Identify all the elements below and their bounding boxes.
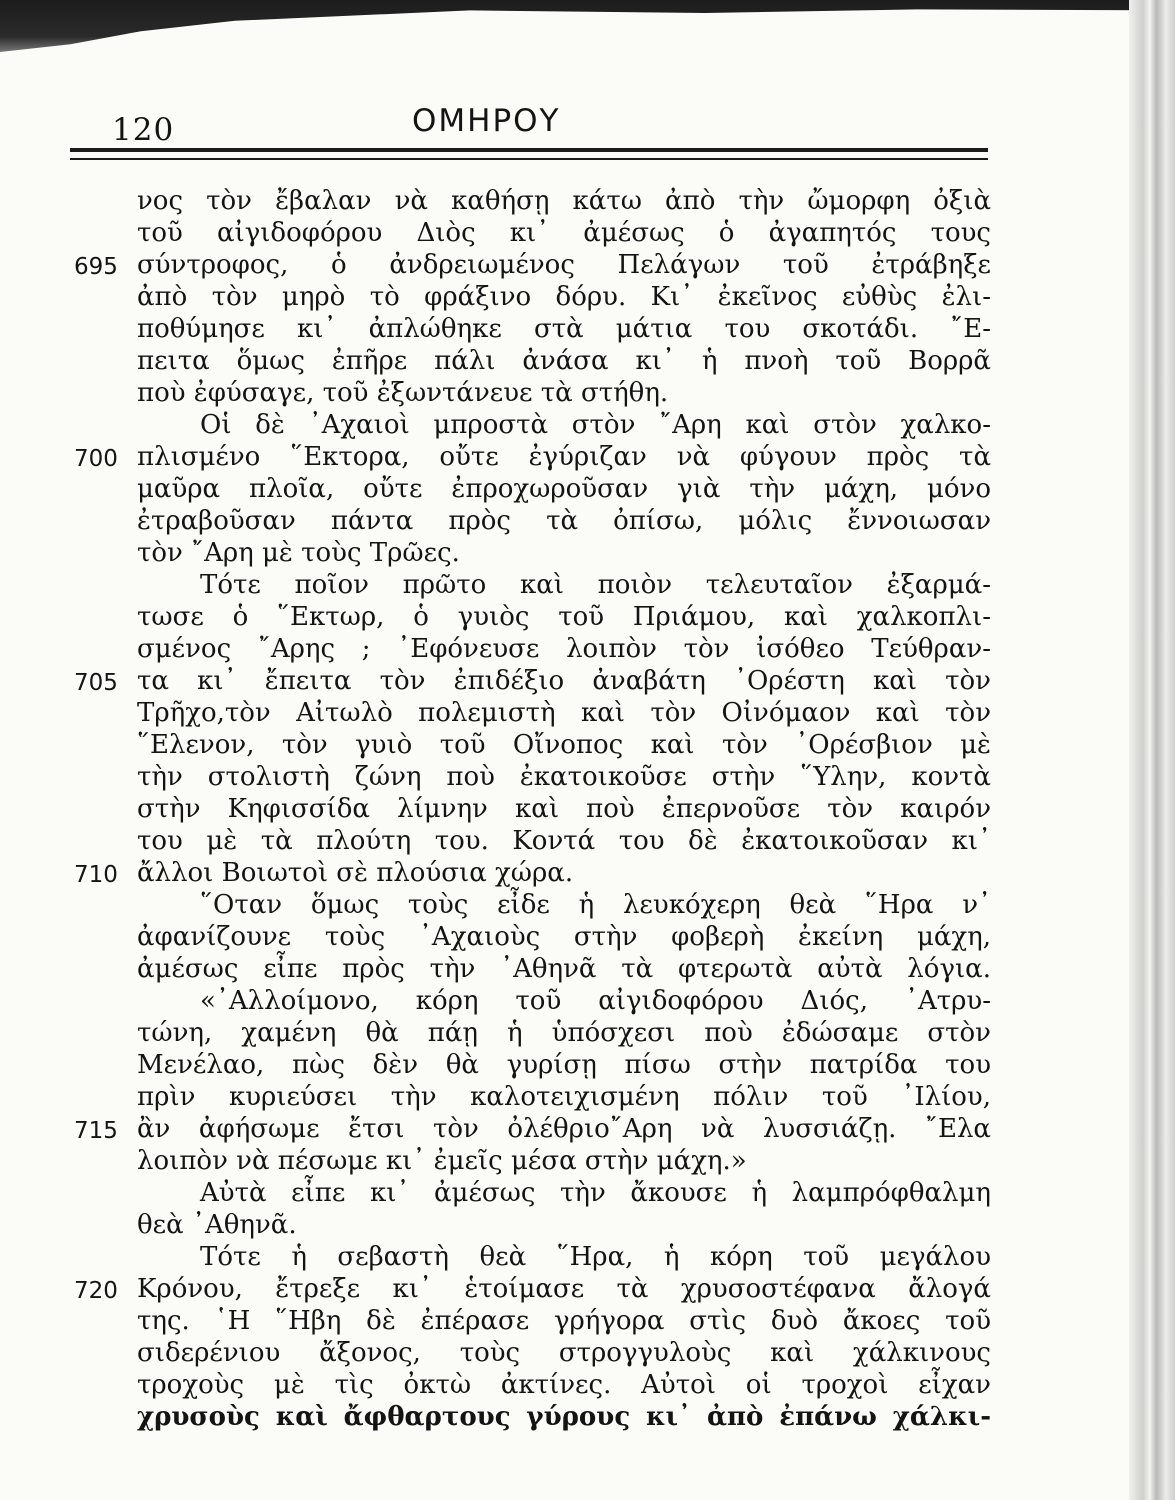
text-line: τα κι᾿ ἔπειτα τὸν ἐπιδέξιο ἀναβάτη ᾿Ορέστη καὶ τὸν xyxy=(137,666,991,696)
text-line: Αὐτὰ εἶπε κι᾿ ἀμέσως τὴν ἄκουσε ἡ λαμπρόφθαλμη xyxy=(200,1178,991,1208)
text-line: νος τὸν ἔβαλαν νὰ καθήσῃ κάτω ἀπὸ τὴν ὤμορφη ὀξιὰ xyxy=(137,186,991,216)
text-line: Μενέλαο, πὼς δὲν θὰ γυρίσῃ πίσω στὴν πατρίδα του xyxy=(137,1050,991,1080)
text-line: σύντροφος, ὁ ἀνδρειωμένος Πελάγων τοῦ ἐτράβηξε xyxy=(137,250,991,280)
text-line: πλισμένο ῞Εκτορα, οὔτε ἐγύριζαν νὰ φύγουν πρὸς τὰ xyxy=(137,442,991,472)
line-number: 715 xyxy=(74,1118,118,1144)
text-line: Τότε ποῖον πρῶτο καὶ ποιὸν τελευταῖον ἐξαρμά- xyxy=(200,570,991,600)
text-line: θεὰ ᾿Αθηνᾶ. xyxy=(137,1210,297,1240)
line-number: 705 xyxy=(74,670,118,696)
text-line: στὴν Κηφισσίδα λίμνην καὶ ποὺ ἐπερνοῦσε τὸν καιρόν xyxy=(137,794,991,824)
text-line: τὴν στολιστὴ ζώνη ποὺ ἐκατοικοῦσε στὴν ῞Υλην, κοντὰ xyxy=(137,762,991,792)
text-line: ποὺ ἐφύσαγε, τοῦ ἐξωντάνευε τὰ στήθη. xyxy=(137,378,669,408)
line-number: 695 xyxy=(74,254,118,280)
text-line: Κρόνου, ἔτρεξε κι᾿ ἑτοίμασε τὰ χρυσοστέφανα ἄλογά xyxy=(137,1274,991,1304)
text-line: χρυσοὺς καὶ ἄφθαρτους γύρους κι᾿ ἀπὸ ἐπάνω χάλκι- xyxy=(137,1402,991,1432)
text-line: της. ῾Η ῞Ηβη δὲ ἐπέρασε γρήγορα στὶς δυὸ ἄκοες τοῦ xyxy=(137,1306,991,1336)
text-line: σιδερένιου ἄξονος, τοὺς στρογγυλοὺς καὶ χάλκινους xyxy=(137,1338,991,1368)
text-line: σμένος ῎Αρης ; ᾿Εφόνευσε λοιπὸν τὸν ἰσόθεο Τεύθραν- xyxy=(137,634,991,664)
line-number: 720 xyxy=(74,1278,118,1304)
text-line: μαῦρα πλοῖα, οὔτε ἐπροχωροῦσαν γιὰ τὴν μάχη, μόνο xyxy=(137,474,991,504)
book-binding-edge xyxy=(1129,0,1175,1500)
text-line: τωσε ὁ ῞Εκτωρ, ὁ γυιὸς τοῦ Πριάμου, καὶ χαλκοπλι- xyxy=(137,602,991,632)
text-line: Τρῆχο,τὸν Αἰτωλὸ πολεμιστὴ καὶ τὸν Οἰνόμαον καὶ τὸν xyxy=(137,698,991,728)
text-line: ἐτραβοῦσαν πάντα πρὸς τὰ ὀπίσω, μόλις ἔννοιωσαν xyxy=(137,506,991,536)
text-line: Οἱ δὲ ᾿Αχαιοὶ μπροστὰ στὸν ῎Αρη καὶ στὸν χαλκο- xyxy=(200,410,991,440)
line-number: 700 xyxy=(74,446,118,472)
text-line: «᾿Αλλοίμονο, κόρη τοῦ αἰγιδοφόρου Διός, ᾿Ατρυ- xyxy=(200,986,991,1016)
text-line: ἀμέσως εἶπε πρὸς τὴν ᾿Αθηνᾶ τὰ φτερωτὰ αὐτὰ λόγια. xyxy=(137,954,991,984)
text-line: ἂν ἀφήσωμε ἔτσι τὸν ὀλέθριο῎Αρη νὰ λυσσιάζῃ. ῎Ελα xyxy=(137,1114,991,1144)
text-line: ποθύμησε κι᾿ ἀπλώθηκε στὰ μάτια του σκοτάδι. ῎Ε- xyxy=(137,314,991,344)
text-line: λοιπὸν νὰ πέσωμε κι᾿ ἐμεῖς μέσα στὴν μάχη.» xyxy=(137,1146,747,1176)
text-line: τροχοὺς μὲ τὶς ὀκτὼ ἀκτίνες. Αὐτοὶ οἱ τροχοὶ εἶχαν xyxy=(137,1370,991,1400)
text-line: του μὲ τὰ πλούτη του. Κοντά του δὲ ἐκατοικοῦσαν κι᾿ xyxy=(137,826,991,856)
page-number: 120 xyxy=(112,112,175,148)
text-line: τοῦ αἰγιδοφόρου Διὸς κι᾿ ἀμέσως ὁ ἀγαπητός τους xyxy=(137,218,991,248)
text-line: τώνη, χαμένη θὰ πάῃ ἡ ὑπόσχεσι ποὺ ἐδώσαμε στὸν xyxy=(137,1018,991,1048)
text-line: ῞Οταν ὅμως τοὺς εἶδε ἡ λευκόχερη θεὰ ῞Ηρα ν᾿ xyxy=(200,890,991,920)
text-line: ἀφανίζουνε τοὺς ᾿Αχαιοὺς στὴν φοβερὴ ἐκείνη μάχη, xyxy=(137,922,991,952)
line-number: 710 xyxy=(74,862,118,888)
header-rule-thin xyxy=(70,158,988,160)
text-line: ἄλλοι Βοιωτοὶ σὲ πλούσια χώρα. xyxy=(137,858,574,888)
text-line: ἀπὸ τὸν μηρὸ τὸ φράξινο δόρυ. Κι᾿ ἐκεῖνος εὐθὺς ἐλι- xyxy=(137,282,991,312)
torn-page-edge xyxy=(0,0,1175,52)
text-line: πειτα ὅμως ἐπῆρε πάλι ἀνάσα κι᾿ ἡ πνοὴ τοῦ Βορρᾶ xyxy=(137,346,991,376)
header-rule-thick xyxy=(70,148,988,152)
text-line: Τότε ἡ σεβαστὴ θεὰ ῞Ηρα, ἡ κόρη τοῦ μεγάλου xyxy=(200,1242,991,1272)
text-line: πρὶν κυριεύσει τὴν καλοτειχισμένη πόλιν τοῦ ᾿Ιλίου, xyxy=(137,1082,991,1112)
text-line: τὸν ῎Αρη μὲ τοὺς Τρῶες. xyxy=(137,538,460,568)
running-title: ΟΜΗΡΟΥ xyxy=(412,103,561,139)
text-line: ῞Ελενον, τὸν γυιὸ τοῦ Οἴνοπος καὶ τὸν ᾿Ορέσβιον μὲ xyxy=(137,730,991,760)
